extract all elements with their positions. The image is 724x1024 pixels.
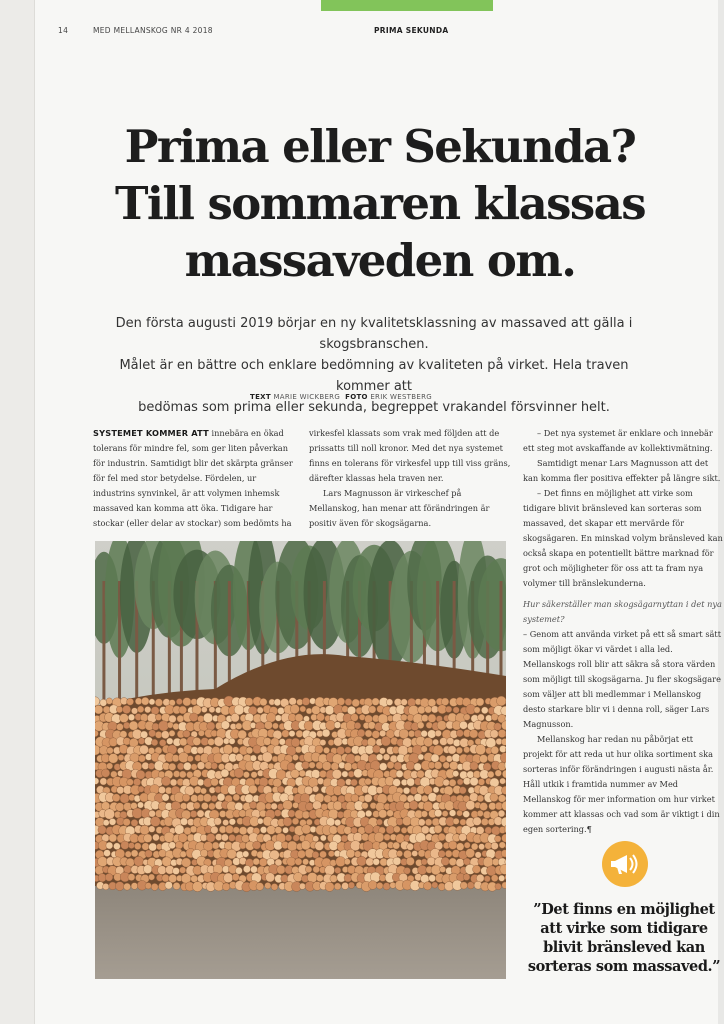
interview-question: Hur säkerställer man skogsägarnyttan i det nya systemet?	[523, 599, 722, 624]
photo-illustration	[95, 541, 506, 979]
pull-quote	[520, 900, 724, 976]
byline	[250, 393, 550, 401]
pull-quote-line-4: sorteras som massaved.”	[527, 958, 721, 975]
column-2-paragraph-1: virkesfel klassats som vrak med följden att de prissatts till noll kronor. Med det nya systemet finns en tolerans för virkesfel upp till viss gräns, därefter klassas hela traven ner.	[309, 428, 511, 483]
column-3-paragraph-5: Mellanskog har redan nu påbörjat ett projekt för att reda ut hur olika sortiment ska sorteras inför förändringen i augusti nästa år. Håll utkik i framtida nummer av Med Mellanskog för mer information om hur virket kommer att klassas och vad som är viktigt i din egen sortering.¶	[523, 734, 720, 834]
ingress-line-3: bedömas som prima eller sekunda, begreppet vrakandel försvinner helt.	[138, 400, 610, 415]
headline-line-1: Prima eller Sekunda?	[124, 120, 636, 173]
pull-quote-line-3: blivit bränsleved kan	[543, 939, 705, 956]
page-number: 14	[58, 26, 69, 35]
column-3-paragraph-3: – Det finns en möjlighet att virke som tidigare blivit bränsleved kan sorteras som massaved, det skapar ett mervärde för skogsägaren. En minskad volym bränsleved kan också skapa en potentiellt bättre marknad för grot och möjligheter för oss att ta fram nya volymer till bränslekunderna.	[523, 488, 723, 588]
pull-quote-line-2: att virke som tidigare	[540, 920, 708, 937]
column-2-paragraph-2: Lars Magnusson är virkeschef på Mellanskog, han menar att förändringen är positiv även för skogsägarna.	[309, 488, 490, 528]
ingress-line-1: Den första augusti 2019 börjar en ny kvalitetsklassning av massaved att gälla i skogsbranschen.	[115, 316, 633, 352]
photo-author: ERIK WESTBERG	[370, 393, 432, 401]
running-header	[58, 26, 658, 40]
publication-name: MED MELLANSKOG NR 4 2018	[93, 26, 213, 35]
text-author: MARIE WICKBERG	[273, 393, 341, 401]
timber-pile-photo	[95, 541, 506, 979]
lead-in: SYSTEMET KOMMER ATT	[93, 428, 209, 438]
section-name: PRIMA SEKUNDA	[374, 26, 449, 35]
ingress-line-2: Målet är en bättre och enklare bedömning av kvaliteten på virket. Hela traven kommer att	[119, 358, 629, 394]
headline-line-2: Till sommaren klassas	[115, 177, 645, 230]
column-1-text: innebära en ökad tolerans för mindre fel, som ger liten påverkan för industrin. Samtidigt blir det skärpta gränser för fel med stor betydelse. Fördelen, ur industrins synvinkel, är att volymen inhemsk massaved kan komma att öka. Tidigare har stockar (eller delar av stockar) som bedömts ha	[93, 428, 293, 528]
pull-quote-line-1: ”Det finns en möjlighet	[533, 901, 715, 918]
paper-binding-edge	[0, 0, 35, 1024]
ingress	[100, 313, 648, 418]
text-label: TEXT	[250, 393, 271, 401]
body-column-2	[309, 426, 511, 531]
headline	[40, 118, 720, 289]
column-3-paragraph-2: Samtidigt menar Lars Magnusson att det kan komma fler positiva effekter på längre sikt.	[523, 458, 721, 483]
section-color-tab	[321, 0, 493, 11]
column-1-paragraph	[93, 426, 295, 531]
column-3-paragraph-1: – Det nya systemet är enklare och innebär ett steg mot avskaffande av kollektivmätning.	[523, 428, 713, 453]
body-column-1	[93, 426, 295, 531]
headline-line-3: massaveden om.	[184, 234, 576, 287]
body-column-3	[523, 426, 724, 837]
photo-label: FOTO	[345, 393, 368, 401]
column-3-paragraph-4: – Genom att använda virket på ett så smart sätt som möjligt ökar vi värdet i alla led. Mellanskogs roll blir att säkra så stora värden som möjligt till skogsägarna. Ju fler skogsägare som väljer att bli medlemmar i Mellanskog desto starkare blir vi i denna roll, säger Lars Magnusson.	[523, 629, 721, 729]
megaphone-icon	[602, 841, 648, 887]
